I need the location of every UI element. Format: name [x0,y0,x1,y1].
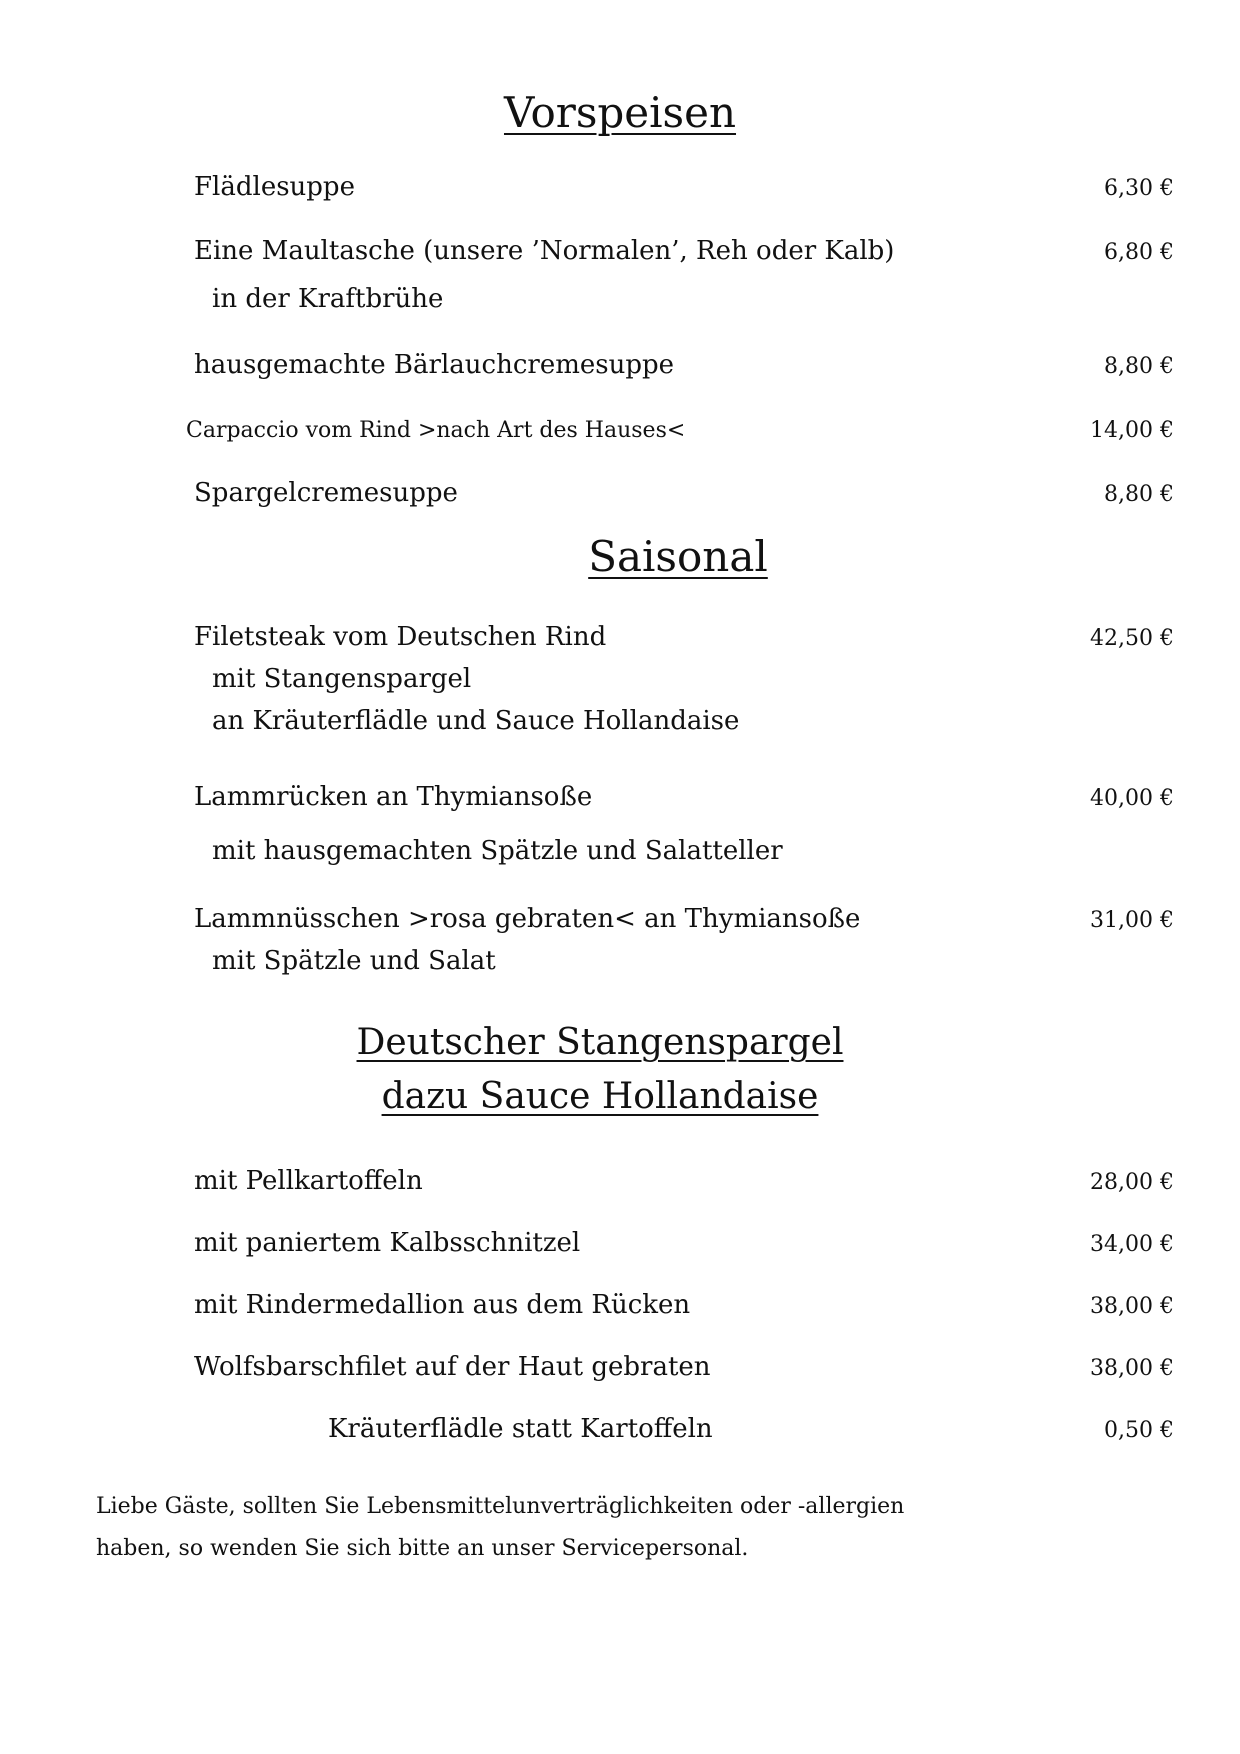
menu-item-name: Wolfsbarschfilet auf der Haut gebraten [194,1352,711,1382]
menu-item-name: Lammnüsschen >rosa gebraten< an Thymiansoße [194,904,861,934]
menu-item-name: Eine Maultasche (unsere ’Normalen’, Reh oder Kalb) [194,236,895,266]
menu-item-price: 0,50 € [1104,1418,1174,1443]
menu-item-name: Flädlesuppe [194,172,355,202]
menu-item-price: 6,30 € [1104,176,1174,201]
allergy-note-line1: Liebe Gäste, sollten Sie Lebensmittelunverträglichkeiten oder -allergien [96,1494,905,1519]
menu-item-price: 38,00 € [1090,1294,1174,1319]
allergy-note-line2: haben, so wenden Sie sich bitte an unser Servicepersonal. [96,1536,749,1561]
menu-item-name: Kräuterflädle statt Kartoffeln [328,1414,713,1444]
menu-item-name: mit Pellkartoffeln [194,1166,423,1196]
menu-item-name: hausgemachte Bärlauchcremesuppe [194,350,675,380]
menu-item-name: mit Rindermedallion aus dem Rücken [194,1290,691,1320]
menu-item-price: 40,00 € [1090,786,1174,811]
menu-item-name: Filetsteak vom Deutschen Rind [194,622,607,652]
menu-item-price: 8,80 € [1104,482,1174,507]
menu-item-name: Lammrücken an Thymiansoße [194,782,593,812]
menu-item-price: 31,00 € [1090,908,1174,933]
menu-item-name: mit paniertem Kalbsschnitzel [194,1228,581,1258]
menu-item-detail: mit Stangenspargel [212,664,472,694]
menu-item-price: 6,80 € [1104,240,1174,265]
menu-item-price: 38,00 € [1090,1356,1174,1381]
menu-item-price: 14,00 € [1090,418,1174,443]
menu-item-price: 42,50 € [1090,626,1174,651]
menu-item-price: 8,80 € [1104,354,1174,379]
menu-item-detail: in der Kraftbrühe [212,284,444,314]
section-title-spargel-line1: Deutscher Stangenspargel [356,1022,844,1063]
section-title-vorspeisen: Vorspeisen [503,88,737,137]
section-title-spargel-line2: dazu Sauce Hollandaise [381,1076,819,1117]
section-title-saisonal: Saisonal [588,532,768,581]
menu-item-name: Spargelcremesuppe [194,478,458,508]
menu-item-detail: an Kräuterflädle und Sauce Hollandaise [212,706,740,736]
menu-item-detail: mit hausgemachten Spätzle und Salatteller [212,836,783,866]
menu-item-price: 34,00 € [1090,1232,1174,1257]
menu-item-detail: mit Spätzle und Salat [212,946,496,976]
menu-item-name: Carpaccio vom Rind >nach Art des Hauses< [186,418,686,443]
menu-item-price: 28,00 € [1090,1170,1174,1195]
